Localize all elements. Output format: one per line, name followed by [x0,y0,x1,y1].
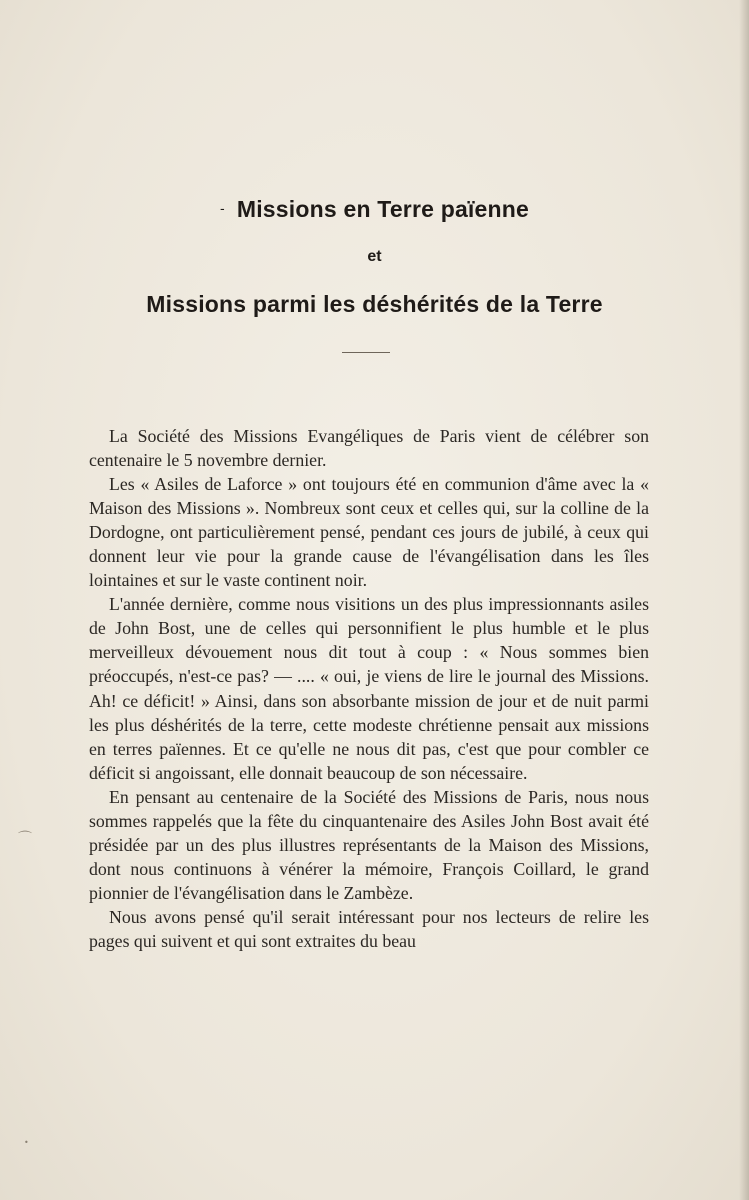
paragraph: La Société des Missions Evangéliques de Paris vient de célébrer son centenaire le 5 novembre dernier. [89,426,649,471]
body-text [89,424,649,953]
paragraph: L'année dernière, comme nous visitions un des plus impressionnants asiles de John Bost, une de celles qui personnifient le plus humble et le plus merveilleux dévouement nous dit tout à coup : « Nous sommes bien préoccupés, n'est-ce pas? — .... « oui, je viens de lire le journal des Missions. Ah! ce déficit! » Ainsi, dans son absorbante mission de jour et de nuit parmi les plus déshérités de la terre, cette modeste chrétienne pensait aux missions en terres païennes. Et ce qu'elle ne nous dit pas, c'est que pour combler ce déficit si angoissant, elle donnait beaucoup de son nécessaire. [89,594,649,783]
paragraph: Les « Asiles de Laforce » ont toujours été en communion d'âme avec la « Maison des Missions ». Nombreux sont ceux et celles qui, sur la colline de la Dordogne, ont particulièrement pensé, pendant ces jours de jubilé, à ceux qui donnent leur vie pour la grande cause de l'évangélisation dans les îles lointaines et sur le vaste continent noir. [89,474,649,591]
paragraph: Nous avons pensé qu'il serait intéressant pour nos lecteurs de relire les pages qui suivent et qui sont extraites du beau [89,906,649,951]
margin-tick: ⌒ [18,831,32,847]
paragraph: En pensant au centenaire de la Société des Missions de Paris, nous nous sommes rappelés que la fête du cinquantenaire des Asiles John Bost avait été présidée par un des plus illustres représentants de la Maison des Missions, dont nous continuons à vénérer la mémoire, François Coillard, le grand pionnier de l'évangélisation dans le Zambèze. [89,786,649,903]
title-line-2: Missions parmi les déshérités de la Terre [146,291,603,317]
title-connector: et [367,248,382,265]
title-line-1-text: Missions en Terre païenne [236,196,530,222]
page-edge-shadow [739,0,749,1200]
title-line-1 [0,196,749,223]
separator-rule [342,352,390,353]
dash-mark: - [219,200,225,216]
margin-dot: • [24,1138,29,1147]
